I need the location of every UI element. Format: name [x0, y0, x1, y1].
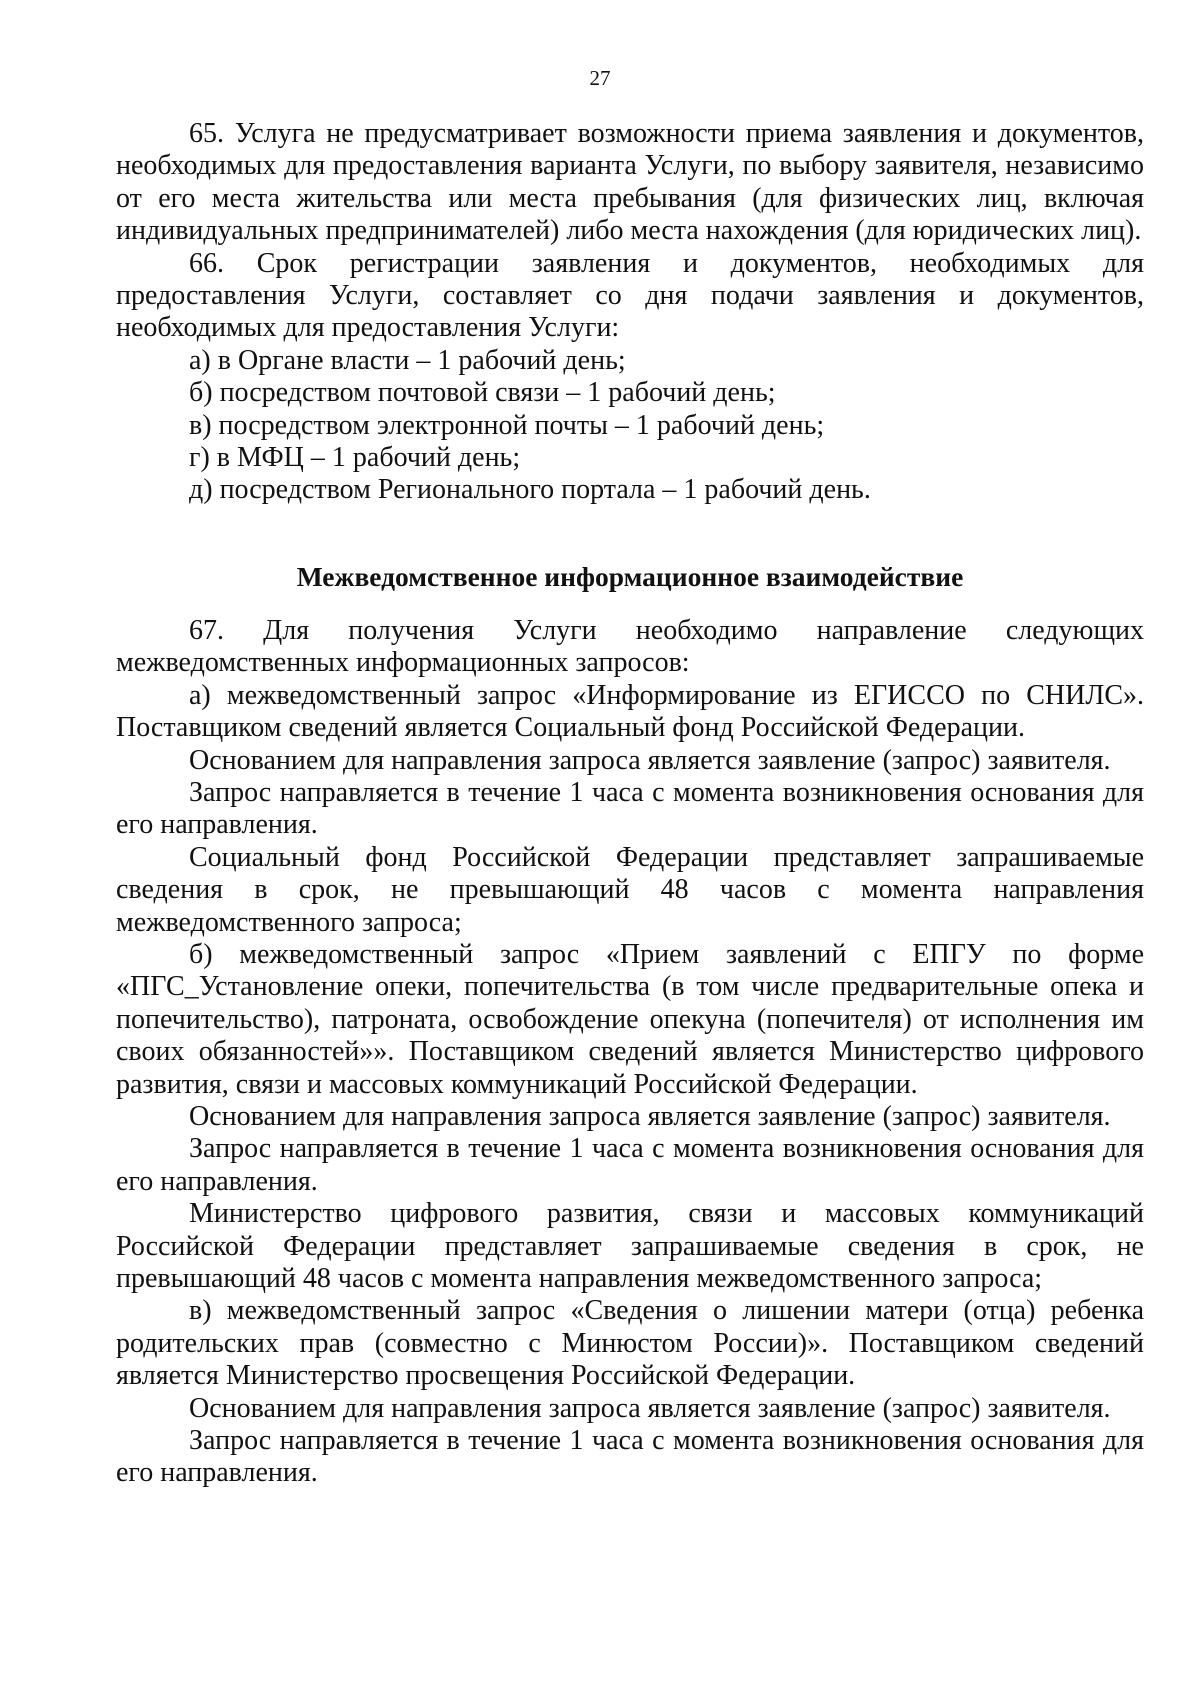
request-a: а) межведомственный запрос «Информирование из ЕГИССО по СНИЛС». Поставщиком сведений является Социальный фонд Российской Федерации. — [116, 679, 1144, 744]
request-b-timing: Запрос направляется в течение 1 часа с момента возникновения основания для его направления. — [116, 1133, 1144, 1197]
request-b: б) межведомственный запрос «Прием заявлений с ЕПГУ по форме «ПГС_Установление опеки, попечительства (в том числе предварительные опека и попечительство), патроната, освобождение опекуна (попечителя) от исполнения им своих обязанностей»». Поставщиком сведений является Министерство цифрового развития, связи и массовых коммуникаций Российской Федерации. — [116, 938, 1144, 1100]
request-a-basis: Основанием для направления запроса является заявление (запрос) заявителя. — [189, 744, 1111, 776]
list-item-g: г) в МФЦ – 1 рабочий день; — [189, 442, 521, 474]
request-v-basis: Основанием для направления запроса является заявление (запрос) заявителя. — [189, 1392, 1111, 1424]
request-v: в) межведомственный запрос «Сведения о лишении матери (отца) ребенка родительских прав (совместно с Минюстом России)». Поставщиком сведений является Министерство просвещения Российской Федерации. — [116, 1295, 1144, 1392]
list-item-v: в) посредством электронной почты – 1 рабочий день; — [189, 409, 825, 441]
paragraph-65: 65. Услуга не предусматривает возможности приема заявления и документов, необходимых для предоставления варианта Услуги, по выбору заявителя, независимо от его места жительства или места пребывания (для физических лиц, включая индивидуальных предпринимателей) либо места нахождения (для юридических лиц). — [116, 118, 1144, 247]
list-item-a: а) в Органе власти – 1 рабочий день; — [189, 344, 626, 376]
request-b-basis: Основанием для направления запроса является заявление (запрос) заявителя. — [189, 1100, 1111, 1132]
paragraph-67: 67. Для получения Услуги необходимо направление следующих межведомственных информационных запросов: — [116, 614, 1144, 679]
request-a-response: Социальный фонд Российской Федерации представляет запрашиваемые сведения в срок, не превышающий 48 часов с момента направления межведомственного запроса; — [116, 841, 1144, 938]
document-body — [116, 118, 1144, 1490]
request-b-response: Министерство цифрового развития, связи и массовых коммуникаций Российской Федерации представляет запрашиваемые сведения в срок, не превышающий 48 часов с момента направления межведомственного запроса; — [116, 1198, 1144, 1294]
section-heading: Межведомственное информационное взаимодействие — [296, 560, 964, 592]
list-item-b: б) посредством почтовой связи – 1 рабочий день; — [189, 377, 776, 409]
request-v-timing: Запрос направляется в течение 1 часа с момента возникновения основания для его направления. — [116, 1425, 1144, 1489]
paragraph-66: 66. Срок регистрации заявления и документов, необходимых для предоставления Услуги, составляет со дня подачи заявления и документов, необходимых для предоставления Услуги: — [116, 247, 1144, 344]
list-item-d: д) посредством Регионального портала – 1 рабочий день. — [189, 474, 871, 506]
request-a-timing: Запрос направляется в течение 1 часа с момента возникновения основания для его направления. — [116, 776, 1144, 841]
page-number: 27 — [589, 66, 611, 90]
